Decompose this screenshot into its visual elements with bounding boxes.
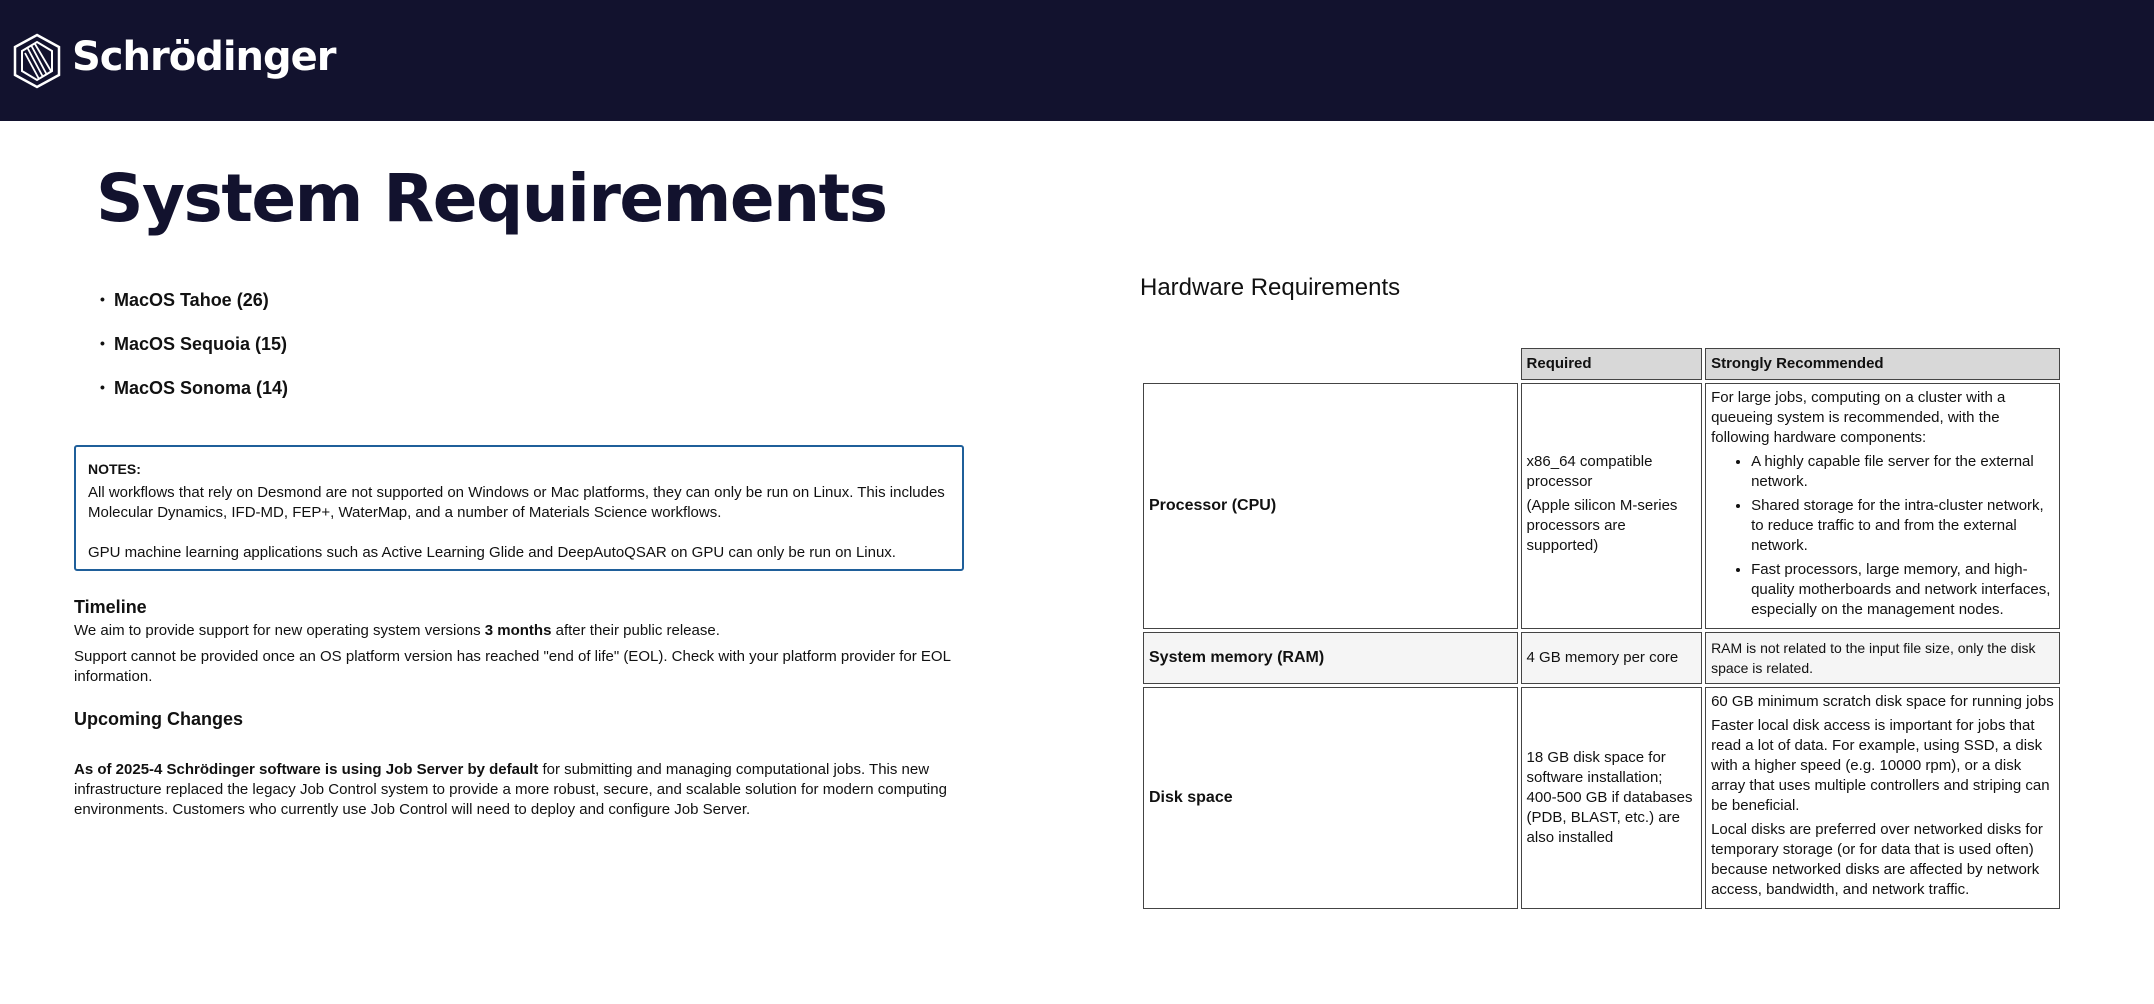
list-item: • A highly capable file server for the external network.	[1751, 452, 2054, 492]
table-row-disk	[1143, 687, 2060, 909]
ram-required-cell: 4 GB memory per core	[1521, 632, 1703, 684]
cpu-required-text: x86_64 compatible processor	[1526, 453, 1653, 490]
ram-recommended-cell: RAM is not related to the input file size, only the disk space is related.	[1705, 632, 2060, 684]
brand-name[interactable]: Schrödinger	[72, 34, 336, 80]
disk-recommended-scratch: 60 GB minimum scratch disk space for running jobs	[1711, 693, 2054, 710]
timeline-duration: 3 months	[484, 622, 552, 639]
hardware-requirements-heading: Hardware Requirements	[1140, 274, 1401, 301]
list-item: • Fast processors, large memory, and high-quality motherboards and network interfaces, especially on the management nodes.	[1751, 560, 2054, 620]
hardware-requirements-table	[1140, 345, 2063, 912]
disk-recommended-cell	[1705, 687, 2060, 909]
row-label-cpu: Processor (CPU)	[1143, 383, 1518, 629]
cpu-recommended-cell	[1705, 383, 2060, 629]
supported-os-list	[100, 290, 288, 422]
timeline-text-before: We aim to provide support for new operating system versions	[74, 622, 485, 639]
disk-recommended-local-disks: Local disks are preferred over networked disks for temporary storage (or for data that is used often) because networked disks are affected by network access, bandwidth, and network traffic.	[1711, 821, 2043, 898]
table-row-ram	[1143, 632, 2060, 684]
column-header-recommended: Strongly Recommended	[1705, 348, 2060, 380]
table-row-cpu	[1143, 383, 2060, 629]
cpu-recommended-intro: For large jobs, computing on a cluster with a queueing system is recommended, with the following hardware components:	[1711, 389, 2006, 446]
timeline-eol-text: Support cannot be provided once an OS platform version has reached "end of life" (EOL). Check with your platform provider for EOL information.	[74, 648, 951, 685]
upcoming-rest-text: for submitting and managing computational jobs. This new infrastructure replaced the legacy Job Control system to provide a more robust, secure, and scalable solution for modern computing environments. Customers who currently use Job Control will need to deploy and configure Job Server.	[74, 761, 947, 818]
upcoming-bold-text: As of 2025-4 Schrödinger software is using Job Server by default	[74, 761, 539, 778]
notes-paragraph-desmond: All workflows that rely on Desmond are not supported on Windows or Mac platforms, they can only be run on Linux. This includes Molecular Dynamics, IFD-MD, FEP+, WaterMap, and a number of Materials Science workflows.	[88, 484, 945, 521]
notes-paragraph-gpu: GPU machine learning applications such as Active Learning Glide and DeepAutoQSAR on GPU can only be run on Linux.	[88, 544, 896, 561]
notes-title: NOTES:	[88, 461, 141, 477]
cpu-recommended-list	[1711, 452, 2054, 620]
os-item: • MacOS Sonoma (14)	[100, 378, 288, 422]
cpu-required-note: (Apple silicon M-series processors are supported)	[1526, 497, 1678, 554]
schrodinger-logo-icon[interactable]	[13, 33, 61, 89]
timeline-text-after: after their public release.	[551, 622, 720, 639]
table-corner-cell	[1143, 348, 1518, 380]
os-item: • MacOS Sequoia (15)	[100, 334, 288, 378]
timeline-support-text	[74, 622, 974, 639]
disk-required-cell: 18 GB disk space for software installation; 400-500 GB if databases (PDB, BLAST, etc.) are also installed	[1521, 687, 1703, 909]
row-label-ram: System memory (RAM)	[1143, 632, 1518, 684]
page-title: System Requirements	[96, 160, 887, 237]
timeline-heading: Timeline	[74, 597, 147, 617]
os-item: • MacOS Tahoe (26)	[100, 290, 288, 334]
top-header	[0, 0, 2154, 121]
cpu-required-cell	[1521, 383, 1703, 629]
notes-box	[74, 445, 964, 571]
disk-recommended-local-access: Faster local disk access is important for jobs that read a lot of data. For example, using SSD, a disk with a higher speed (e.g. 10000 rpm), or a disk array that uses multiple controllers and striping can be beneficial.	[1711, 717, 2050, 814]
column-header-required: Required	[1521, 348, 1703, 380]
upcoming-changes-text	[74, 760, 954, 820]
upcoming-changes-heading: Upcoming Changes	[74, 709, 244, 729]
row-label-disk: Disk space	[1143, 687, 1518, 909]
list-item: • Shared storage for the intra-cluster network, to reduce traffic to and from the external network.	[1751, 496, 2054, 556]
